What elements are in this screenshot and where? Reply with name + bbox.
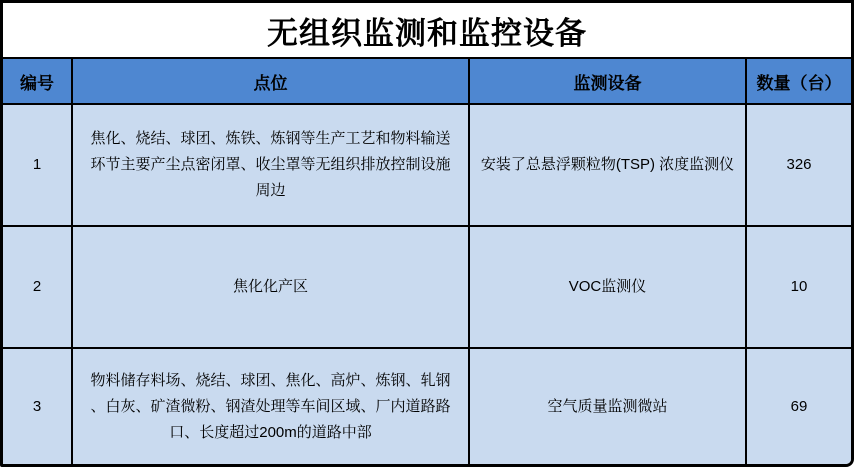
- table-title: 无组织监测和监控设备: [3, 3, 851, 59]
- quantity-cell: 10: [747, 227, 851, 349]
- header-quantity: 数量（台）: [747, 59, 851, 105]
- location-cell: [73, 349, 470, 464]
- location-text: 焦化化产区: [232, 278, 308, 295]
- header-device: 监测设备: [470, 59, 747, 105]
- device-cell: VOC监测仪: [470, 227, 747, 349]
- location-text: 焦化、烧结、球团、炼铁、炼钢等生产工艺和物料输送环节主要产尘点密闭罩、收尘罩等无组织排放控制设施周边: [90, 130, 451, 199]
- location-cell: [73, 105, 470, 227]
- quantity-cell: 326: [747, 105, 851, 227]
- quantity-cell: 69: [747, 349, 851, 464]
- row-id-cell: 2: [3, 227, 73, 349]
- row-id-cell: 1: [3, 105, 73, 227]
- header-id: 编号: [3, 59, 73, 105]
- row-id-cell: 3: [3, 349, 73, 464]
- device-cell: 空气质量监测微站: [470, 349, 747, 464]
- device-cell: 安装了总悬浮颗粒物(TSP) 浓度监测仪: [470, 105, 747, 227]
- location-text: 物料储存料场、烧结、球团、焦化、高炉、炼钢、轧钢、白灰、矿渣微粉、钢渣处理等车间区域、厂内道路路口、长度超过200m的道路中部: [90, 371, 451, 441]
- header-location: 点位: [73, 59, 470, 105]
- location-cell: [73, 227, 470, 349]
